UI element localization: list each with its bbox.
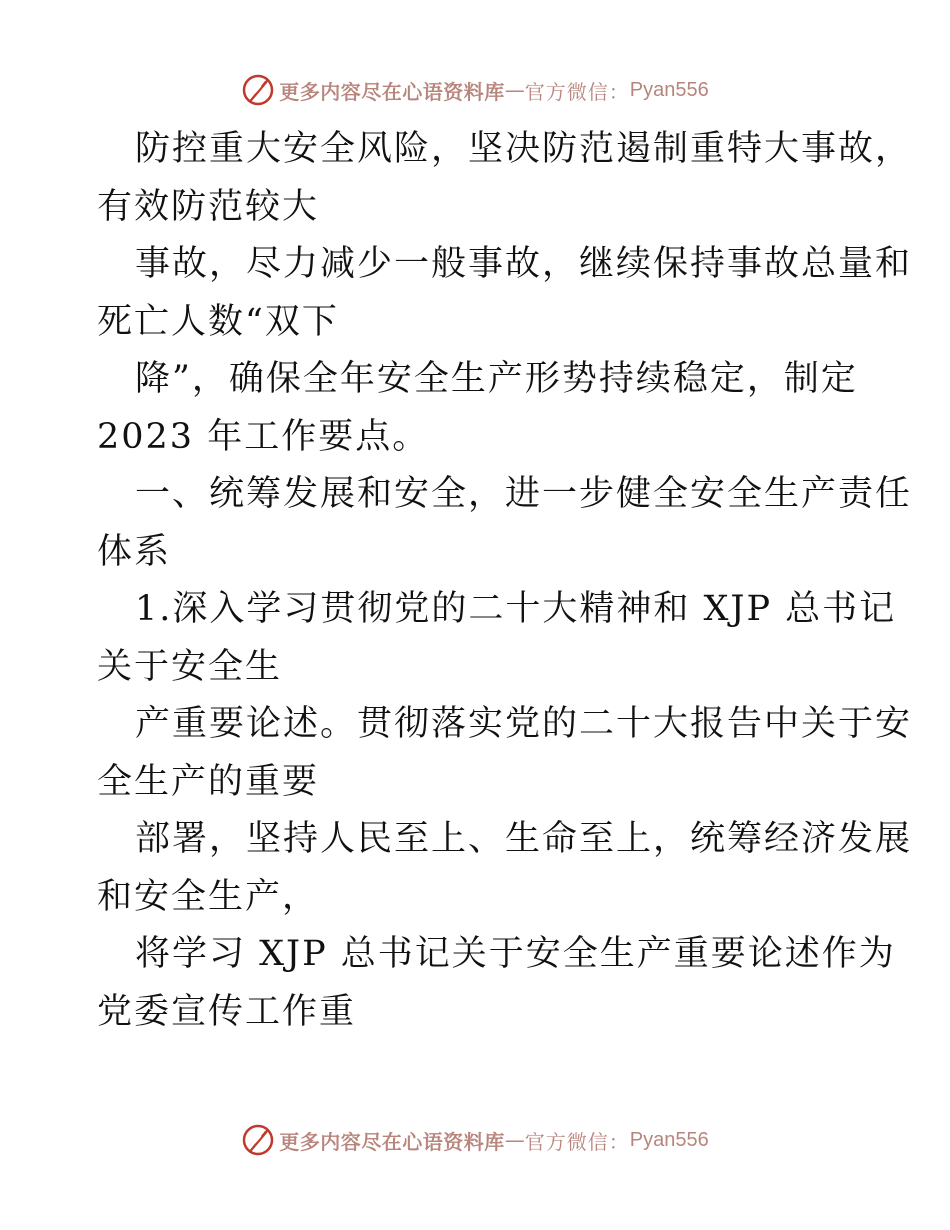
body-line: 防控重大安全风险，坚决防范遏制重特大事故， — [135, 129, 913, 169]
banner-contact-label: 官方微信： — [524, 1129, 630, 1154]
banner-contact-id: Pyan556 — [629, 78, 709, 101]
body-line: 死亡人数“双下 — [97, 301, 339, 342]
quill-logo-icon — [241, 1123, 275, 1157]
banner-contact-id: Pyan556 — [629, 1128, 709, 1151]
body-line: 产重要论述。贯彻落实党的二十大报告中关于安 — [135, 704, 913, 744]
footer-banner — [0, 1122, 950, 1158]
body-line: 1.深入学习贯彻党的二十大精神和 XJP 总书记 — [135, 589, 897, 629]
header-banner — [0, 72, 950, 108]
document-body — [97, 121, 913, 1041]
banner-separator: — — [504, 1128, 525, 1152]
banner-separator: — — [504, 78, 525, 102]
body-line: 2023 年工作要点。 — [97, 416, 430, 457]
body-line: 降”，确保全年安全生产形势持续稳定，制定 — [135, 359, 858, 399]
banner-contact-label: 官方微信： — [524, 79, 630, 104]
body-line: 将学习 XJP 总书记关于安全生产重要论述作为 — [135, 934, 896, 974]
section-heading: 一、统筹发展和安全，进一步健全安全生产责任 — [135, 474, 913, 514]
body-line: 部署，坚持人民至上、生命至上，统筹经济发展 — [135, 819, 913, 859]
body-line: 事故，尽力减少一般事故，继续保持事故总量和 — [135, 244, 913, 284]
banner-site-name: 更多内容尽在心语资料库 — [279, 79, 505, 104]
body-line: 和安全生产， — [97, 876, 320, 917]
banner-site-name: 更多内容尽在心语资料库 — [279, 1129, 505, 1154]
body-line: 关于安全生 — [97, 646, 283, 687]
section-heading-cont: 体系 — [97, 531, 172, 572]
quill-logo-icon — [241, 73, 275, 107]
body-line: 有效防范较大 — [97, 186, 320, 227]
body-line: 全生产的重要 — [97, 761, 320, 802]
body-line: 党委宣传工作重 — [97, 991, 357, 1032]
